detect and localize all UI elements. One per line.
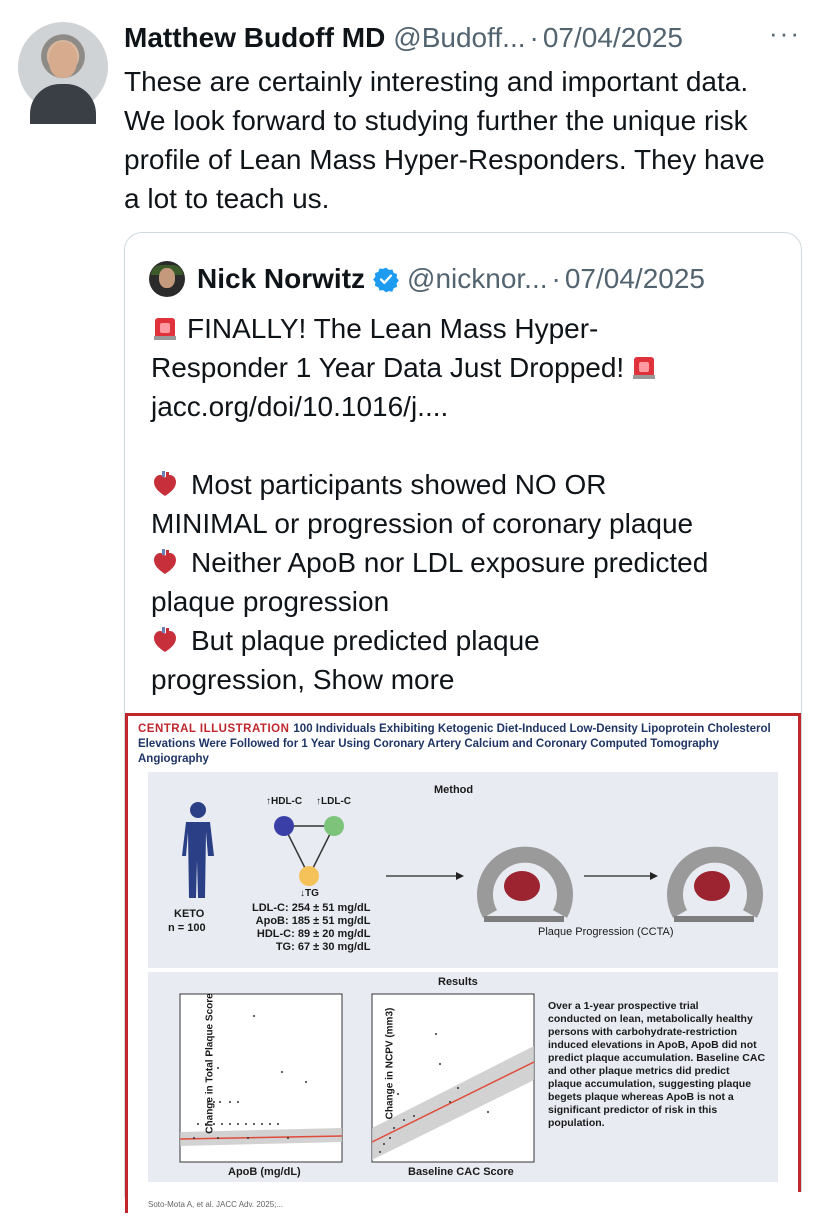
keto-label: KETO — [174, 908, 205, 920]
tweet-date[interactable]: 07/04/2025 — [542, 22, 683, 53]
plot2-xlabel: Baseline CAC Score — [408, 1166, 514, 1178]
quote-line: Responder 1 Year Data Just Dropped! — [151, 348, 791, 387]
n-label: n = 100 — [168, 922, 206, 934]
central-illustration-image[interactable] — [125, 713, 801, 1213]
quote-author-avatar[interactable] — [149, 261, 185, 297]
quote-line: plaque progression — [151, 586, 390, 617]
quote-line: FINALLY! The Lean Mass Hyper- — [151, 309, 791, 348]
author-handle[interactable]: @Budoff... — [393, 22, 526, 53]
anatomical-heart-emoji-icon — [151, 548, 179, 576]
hdl-label: ↑HDL-C — [266, 796, 303, 807]
tweet-text: These are certainly interesting and important data. We look forward to studying further the unique risk profile of Lean Mass Hyper-Responders. They have a lot to teach us. — [124, 66, 765, 214]
results-panel — [148, 972, 778, 1182]
quote-text — [151, 309, 791, 699]
plot1-xlabel: ApoB (mg/dL) — [228, 1166, 301, 1178]
quote-date[interactable]: 07/04/2025 — [564, 263, 705, 294]
verified-badge-icon — [373, 266, 399, 292]
author-avatar[interactable] — [18, 22, 108, 112]
tg-label: ↓TG — [300, 888, 319, 899]
quote-link[interactable]: jacc.org/doi/10.1016/j.... — [151, 391, 449, 422]
lipid-stats: LDL-C: 254 ± 51 mg/dL ApoB: 185 ± 51 mg/dL HDL-C: 89 ± 20 mg/dL TG: 67 ± 30 mg/dL — [252, 902, 371, 953]
separator-dot: · — [551, 263, 561, 294]
plaque-progression-label: Plaque Progression (CCTA) — [538, 926, 674, 938]
lipid-triangle-diagram — [264, 810, 354, 888]
figure-citation: Soto-Mota A, et al. JACC Adv. 2025;... — [148, 1200, 284, 1209]
more-options-icon[interactable]: ··· — [769, 18, 801, 48]
blank-line — [151, 426, 791, 465]
separator-dot: · — [529, 22, 539, 53]
quote-line: Most participants showed NO OR — [151, 465, 791, 504]
quoted-tweet[interactable] — [124, 232, 802, 1212]
siren-emoji-icon — [630, 353, 658, 381]
method-label: Method — [434, 784, 474, 796]
anatomical-heart-emoji-icon — [151, 470, 179, 498]
quote-line: Neither ApoB nor LDL exposure predicted — [151, 543, 791, 582]
show-more-link[interactable]: Show more — [312, 664, 455, 695]
figure-title: CENTRAL ILLUSTRATION 100 Individuals Exhibiting Ketogenic Diet-Induced Low-Density Lipoprotein Cholesterol Elevations Were Followed for 1 Year Using Coronary Artery Calcium and Coronary Computed Tomography Angiography — [138, 723, 771, 765]
quote-line: MINIMAL or progression of coronary plaque — [151, 508, 694, 539]
plot2-ylabel: Change in NCPV (mm3) — [384, 1007, 396, 1120]
plot1-ylabel: Change in Total Plaque Score — [204, 993, 216, 1134]
quote-line: But plaque predicted plaque — [151, 621, 791, 660]
person-icon — [178, 800, 218, 900]
anatomical-heart-emoji-icon — [151, 626, 179, 654]
method-panel — [148, 772, 778, 968]
tweet-header — [124, 20, 804, 56]
ccta-scanner-diagram — [380, 852, 760, 922]
quote-line: progression, Show more — [151, 664, 455, 695]
results-summary: Over a 1-year prospective trial conducted on lean, metabolically healthy persons with carbohydrate-restriction induced elevations in ApoB, ApoB did not predict plaque accumulation. Baseline CAC and other plaque metrics did predict plaque accumulation, suggesting plaque begets plaque whereas ApoB is not a significant predictor of risk in this population. — [548, 1000, 766, 1129]
quote-author-name[interactable]: Nick Norwitz — [197, 263, 366, 294]
figure-footer — [128, 1192, 804, 1216]
author-name[interactable]: Matthew Budoff MD — [124, 22, 386, 53]
quote-header — [197, 259, 705, 299]
ldl-label: ↑LDL-C — [316, 796, 351, 807]
siren-emoji-icon — [151, 314, 179, 342]
quote-author-handle[interactable]: @nicknor... — [407, 263, 548, 294]
results-label: Results — [438, 976, 478, 988]
